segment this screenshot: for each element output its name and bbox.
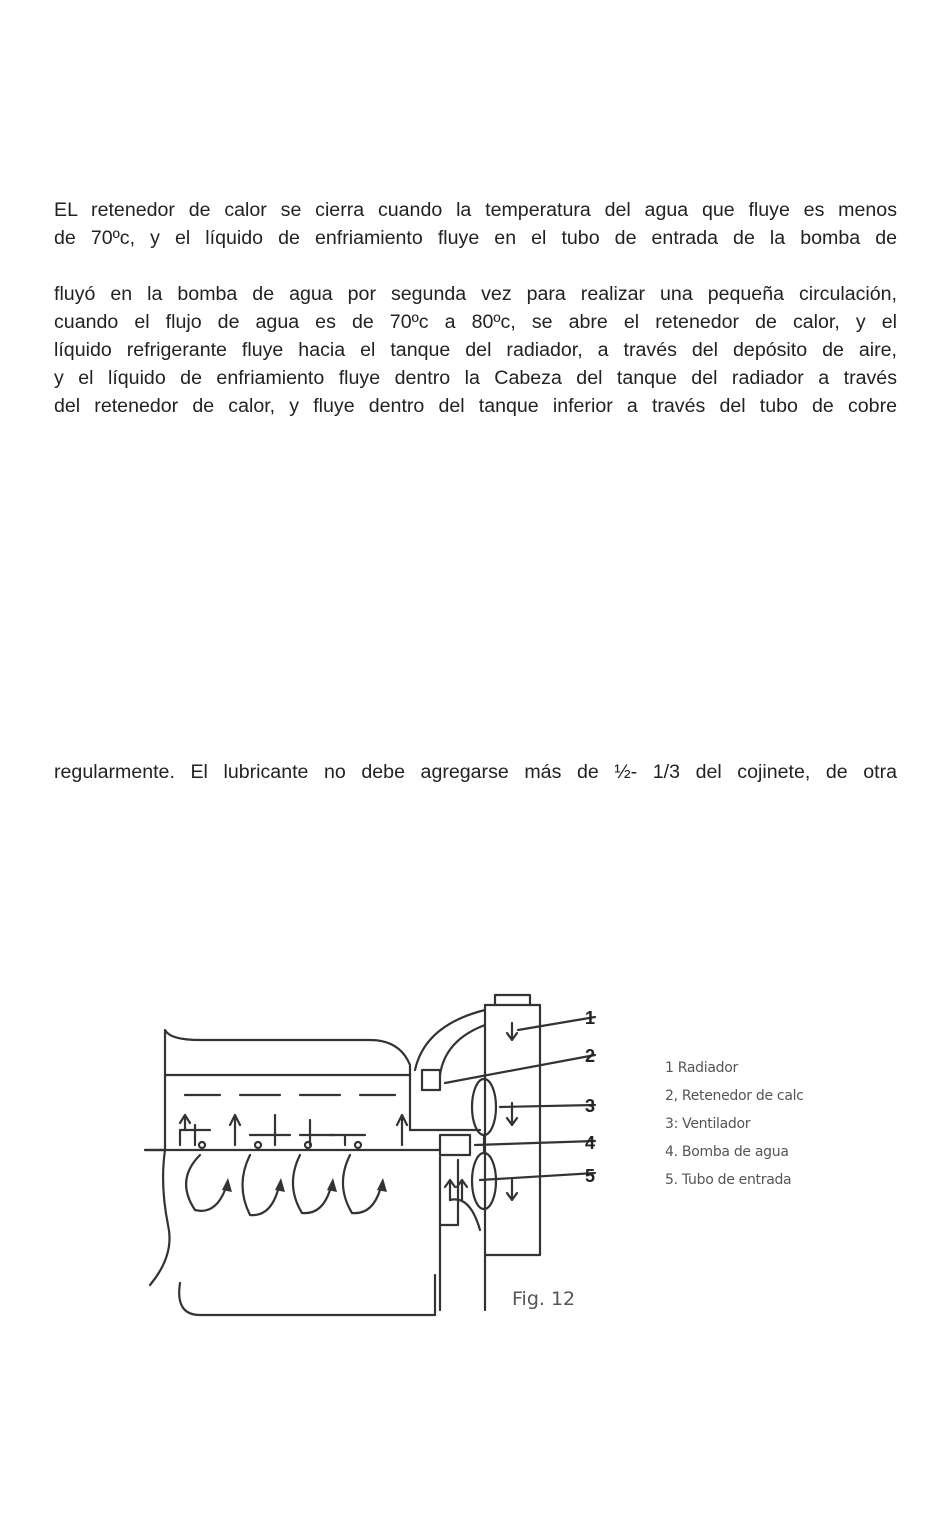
paragraph-lubricant [54, 758, 897, 786]
legend-item: 2, Retenedor de calc [665, 1088, 804, 1104]
text-line: fluyó en la bomba de agua por segunda vez para realizar una pequeña circulación, [54, 283, 897, 305]
figure-legend [665, 1054, 804, 1194]
text-line: EL retenedor de calor se cierra cuando la temperatura del agua que fluye es menos [54, 199, 897, 221]
callout-5: 5 [585, 1166, 596, 1186]
paragraph-thermostat-closed [54, 196, 897, 252]
callout-2: 2 [585, 1046, 596, 1066]
text-line: cuando el flujo de agua es de 70ºc a 80ºc, se abre el retenedor de calor, y el [54, 311, 897, 333]
callout-1: 1 [585, 1008, 596, 1028]
text-line: regularmente. El lubricante no debe agregarse más de ½- 1/3 del cojinete, de otra [54, 761, 897, 783]
text-line: del retenedor de calor, y fluye dentro del tanque inferior a través del tubo de cobre [54, 395, 897, 417]
callout-3: 3 [585, 1096, 596, 1116]
text-line: líquido refrigerante fluye hacia el tanque del radiador, a través del depósito de aire, [54, 339, 897, 361]
legend-item: 4. Bomba de agua [665, 1144, 789, 1160]
figure-caption: Fig. 12 [512, 1288, 576, 1310]
legend-item: 3: Ventilador [665, 1116, 751, 1132]
text-line: de 70ºc, y el líquido de enfriamiento fluye en el tubo de entrada de la bomba de [54, 227, 897, 249]
paragraph-circulation [54, 280, 897, 420]
callout-4: 4 [585, 1133, 596, 1153]
legend-item: 1 Radiador [665, 1060, 738, 1076]
text-line: y el líquido de enfriamiento fluye dentro la Cabeza del tanque del radiador a través [54, 367, 897, 389]
legend-item: 5. Tubo de entrada [665, 1172, 792, 1188]
